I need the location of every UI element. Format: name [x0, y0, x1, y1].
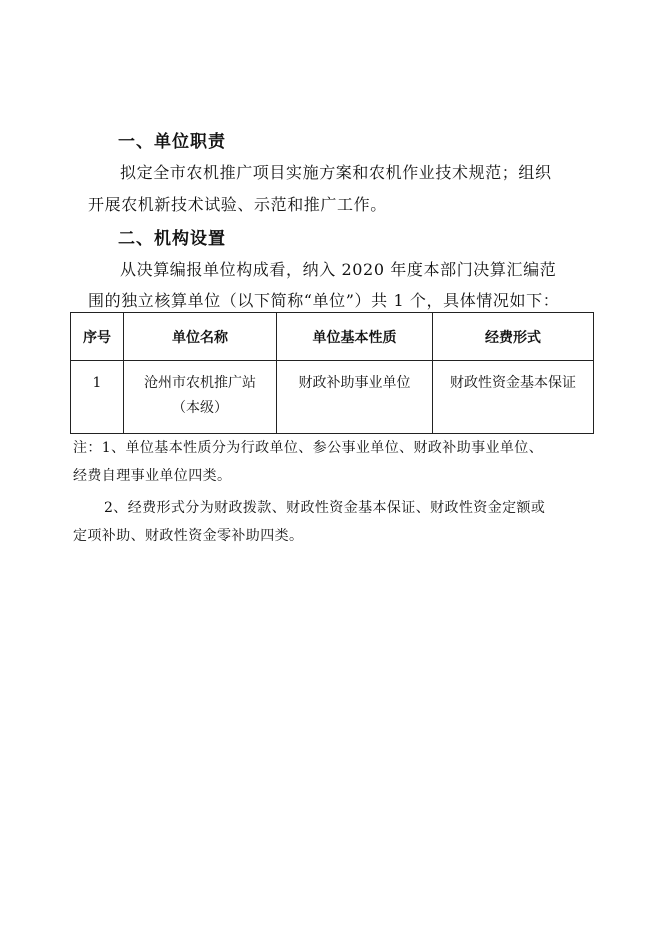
- organization-line-1: 从决算编报单位构成看，纳入 2020 年度本部门决算汇编范: [120, 260, 557, 279]
- unit-name: 沧州市农机推广站: [144, 375, 256, 391]
- note-line-1: 注：1、单位基本性质分为行政单位、参公事业单位、财政补助事业单位、: [73, 440, 544, 456]
- table-row: [71, 361, 594, 434]
- header-unit-nature: 单位基本性质: [277, 313, 433, 361]
- header-index: 序号: [71, 313, 124, 361]
- cell-funding-form: 财政性资金基本保证: [433, 361, 594, 434]
- table-header-row: [71, 313, 594, 361]
- section-heading-organization: 二、机构设置: [118, 229, 226, 249]
- cell-index: 1: [71, 361, 124, 434]
- organization-line-2: 围的独立核算单位（以下简称“单位”）共 1 个，具体情况如下：: [88, 291, 560, 310]
- duties-line-1: 拟定全市农机推广项目实施方案和农机作业技术规范；组织: [120, 163, 552, 182]
- note-line-3: 2、经费形式分为财政拨款、财政性资金基本保证、财政性资金定额或: [104, 500, 546, 516]
- cell-unit-name: [124, 361, 277, 434]
- unit-table: [70, 312, 594, 434]
- section-heading-duties: 一、单位职责: [118, 132, 226, 152]
- unit-name-sub: （本级）: [172, 400, 228, 416]
- duties-line-2: 开展农机新技术试验、示范和推广工作。: [88, 195, 387, 214]
- cell-unit-nature: 财政补助事业单位: [277, 361, 433, 434]
- note-line-2: 经费自理事业单位四类。: [73, 468, 232, 484]
- header-unit-name: 单位名称: [124, 313, 277, 361]
- note-line-4: 定项补助、财政性资金零补助四类。: [73, 528, 304, 544]
- header-funding-form: 经费形式: [433, 313, 594, 361]
